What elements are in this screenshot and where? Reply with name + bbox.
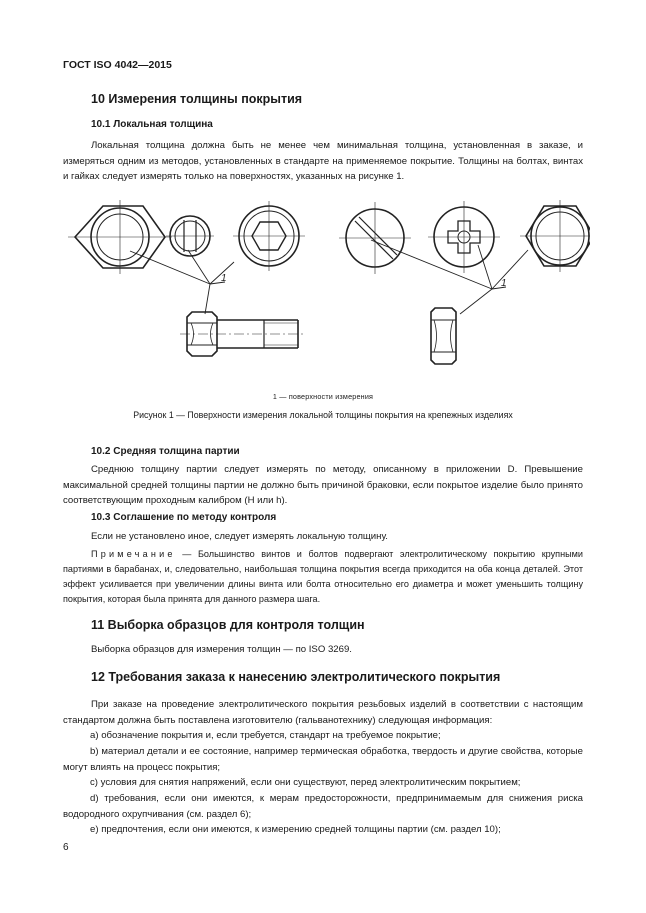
document-id: ГОСТ ISO 4042—2015 <box>63 59 172 71</box>
list-item: a) обозначение покрытия и, если требуется, стандарт на требуемое покрытие; <box>90 730 441 741</box>
section-10-1-paragraph: Локальная толщина должна быть не менее чем минимальная толщина, установленная в заказе, и измеряться одним из методов, установленных в стандарте на применяемое покрытие. Толщины на болтах, винтах и гайках следует измерять только на поверхностях, указанных на рисунке 1. <box>63 140 583 183</box>
leader-lines-right <box>371 240 528 314</box>
figure-1-drawing <box>60 196 590 371</box>
note-label: Примечание <box>91 549 176 559</box>
note-text: — Большинство винтов и болтов подвергают электролитическому покрытию крупными партиями в барабанах, и, следовательно, наибольшая толщина покрытия всегда приходится на оба конца деталей. Этот эффект усиливается при увеличении длины винта или болта относительно его диаметра и может уменьшить толщину покрытия, которая была принята для данного размера шага. <box>63 549 583 604</box>
section-12-title: 12 Требования заказа к нанесению электролитического покрытия <box>91 670 501 684</box>
figure-caption: Рисунок 1 — Поверхности измерения локальной толщины покрытия на крепежных изделиях <box>133 410 513 420</box>
callout-left: 1 <box>221 273 227 284</box>
bolt-side-view <box>180 312 305 356</box>
cross-recess-head-view <box>428 201 500 273</box>
section-10-3-note <box>63 547 583 607</box>
section-10-1-title: 10.1 Локальная толщина <box>91 119 213 130</box>
section-10-title: 10 Измерения толщины покрытия <box>91 92 303 106</box>
leader-lines-left <box>130 250 234 314</box>
section-11-title: 11 Выборка образцов для контроля толщин <box>91 618 365 632</box>
section-10-2-paragraph: Среднюю толщину партии следует измерять по методу, описанному в приложении D. Превышение максимальной средней толщины партии не должно быть причиной браковки, если покрытое изделие было принято соответствующим проходным калибром (H или h). <box>63 464 583 507</box>
section-10-3-title: 10.3 Соглашение по методу контроля <box>91 512 277 523</box>
nut-side-view <box>431 308 456 364</box>
list-item: e) предпочтения, если они имеются, к измерению средней толщины партии (см. раздел 10); <box>90 824 501 835</box>
slotted-head-diagonal-view <box>339 202 411 274</box>
section-12-intro: При заказе на проведение электролитического покрытия резьбовых изделий в соответствии с настоящим стандартом должна быть поставлена изготовителю (гальванотехнику) следующая информация: <box>63 699 583 726</box>
section-10-2-title: 10.2 Средняя толщина партии <box>91 446 240 457</box>
socket-head-view <box>233 201 305 271</box>
list-item: c) условия для снятия напряжений, если они существуют, перед электролитическим покрытием; <box>90 777 521 788</box>
section-10-3-paragraph: Если не установлено иное, следует измерять локальную толщину. <box>91 531 388 542</box>
callout-right: 1 <box>501 278 507 289</box>
page-number: 6 <box>63 842 69 853</box>
list-item: d) требования, если они имеются, к мерам предосторожности, предпринимаемым для снижения риска водородного охрупчивания (см. раздел 6); <box>63 793 583 820</box>
hex-bolt-head-view <box>520 200 590 272</box>
list-item: b) материал детали и ее состояние, например термическая обработка, твердость и другие свойства, которые могут влиять на процесс покрытия; <box>63 746 583 773</box>
section-11-paragraph: Выборка образцов для измерения толщин — по ISO 3269. <box>91 644 352 655</box>
figure-legend: 1 — поверхности измерения <box>272 392 374 401</box>
nut-top-view <box>68 200 172 274</box>
screw-head-slotted-view <box>166 216 214 256</box>
